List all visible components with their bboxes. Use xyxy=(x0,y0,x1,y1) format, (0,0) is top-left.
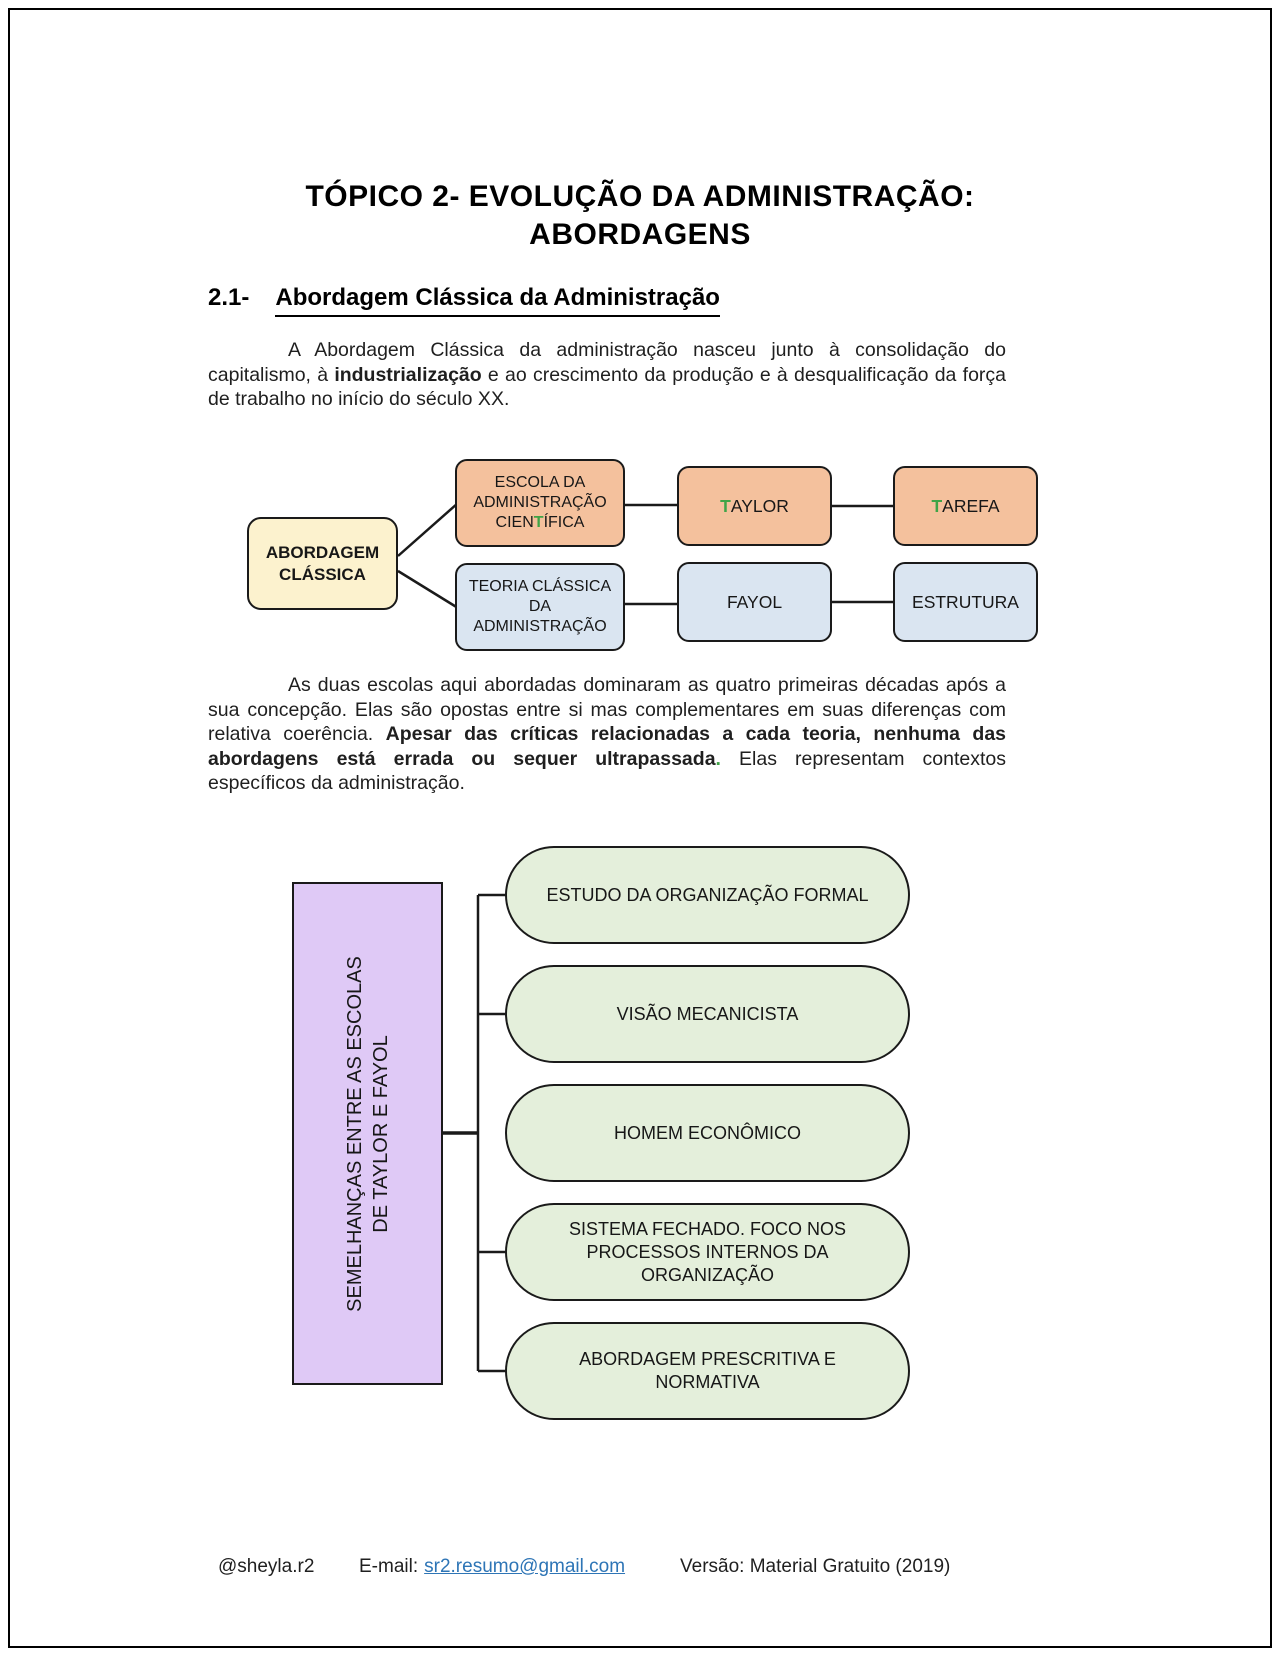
node-escola-administracao-cientifica xyxy=(455,459,625,547)
node-abordagem-classica-label: ABORDAGEM CLÁSSICA xyxy=(265,542,380,584)
node-tarefa xyxy=(893,466,1038,546)
similarity-item-label: ABORDAGEM PRESCRITIVA E NORMATIVA xyxy=(579,1349,836,1392)
paragraph-1-bold: industrialização xyxy=(334,363,482,386)
similarity-item-label: HOMEM ECONÔMICO xyxy=(614,1122,801,1143)
similarity-item-label: VISÃO MECANICISTA xyxy=(616,1003,799,1024)
paragraph-2-bold: Apesar das críticas relacionadas a cada teoria, nenhuma das abordagens está errada ou sequer ultrapassada xyxy=(208,723,1007,770)
instagram-handle: @sheyla.r2 xyxy=(218,1556,315,1577)
taylor-green-letter: T xyxy=(720,496,731,516)
paragraph-1-text: A Abordagem Clássica da administração nasceu junto à consolidação do capitalismo, à xyxy=(208,339,1006,386)
paragraph-2-text-2: Elas representam contextos específicos da administração. xyxy=(208,747,1007,794)
escola-green-letter: T xyxy=(533,514,544,531)
node-escola-label xyxy=(465,473,615,533)
similarity-item-label: SISTEMA FECHADO. FOCO NOS PROCESSOS INTERNOS DA ORGANIZAÇÃO xyxy=(568,1218,847,1285)
node-fayol xyxy=(677,562,832,642)
paragraph-1-text-2: e ao crescimento da produção e à desqualificação da força de trabalho no início do século XX. xyxy=(208,363,1006,410)
tarefa-green-letter: T xyxy=(931,496,943,516)
paragraph-1 xyxy=(208,338,1006,412)
similarity-item-visao-mecanicista xyxy=(505,965,910,1063)
similarities-side-box xyxy=(292,882,443,1385)
node-estrutura-label: ESTRUTURA xyxy=(912,592,1019,612)
similarity-item-estudo-organizacao-formal xyxy=(505,846,910,944)
page-title xyxy=(0,178,1280,254)
similarity-item-label: ESTUDO DA ORGANIZAÇÃO FORMAL xyxy=(546,884,869,905)
node-taylor-label xyxy=(720,496,789,516)
paragraph-2-text: As duas escolas aqui abordadas dominaram as quatro primeiras décadas após a sua concepção. Elas são opostas entre si mas complementares em suas diferenças com relativa coerência. xyxy=(208,674,1006,745)
version-text: Versão: Material Gratuito (2019) xyxy=(680,1556,951,1577)
node-abordagem-classica xyxy=(247,517,398,610)
email-link[interactable]: sr2.resumo@gmail.com xyxy=(424,1556,626,1577)
email-label: E-mail: xyxy=(359,1556,419,1577)
tarefa-text: AREFA xyxy=(942,496,1000,516)
taylor-text: AYLOR xyxy=(730,496,789,516)
section-heading xyxy=(208,284,720,317)
paragraph-2-green-period: . xyxy=(715,747,721,770)
section-number: 2.1- xyxy=(208,284,250,311)
similarities-side-label: SEMELHANÇAS ENTRE AS ESCOLAS DE TAYLOR E FAYOL xyxy=(343,955,392,1312)
similarity-item-sistema-fechado xyxy=(505,1203,910,1301)
escola-text: ESCOLA DA ADMINISTRAÇÃO CIEN xyxy=(473,474,607,531)
node-tarefa-label xyxy=(931,496,999,516)
node-teoria-label: TEORIA CLÁSSICA DA ADMINISTRAÇÃO xyxy=(468,578,612,635)
similarity-item-homem-economico xyxy=(505,1084,910,1182)
node-taylor xyxy=(677,466,832,546)
title-line-1: TÓPICO 2- EVOLUÇÃO DA ADMINISTRAÇÃO: xyxy=(305,180,975,214)
node-fayol-label: FAYOL xyxy=(726,592,783,612)
section-title: Abordagem Clássica da Administração xyxy=(275,284,720,317)
paragraph-2 xyxy=(208,673,1006,796)
escola-text-2: ÍFICA xyxy=(543,514,585,531)
email-group xyxy=(359,1556,625,1578)
node-estrutura xyxy=(893,562,1038,642)
similarity-item-abordagem-prescritiva xyxy=(505,1322,910,1420)
node-teoria-classica xyxy=(455,563,625,651)
title-line-2: ABORDAGENS xyxy=(529,218,751,252)
